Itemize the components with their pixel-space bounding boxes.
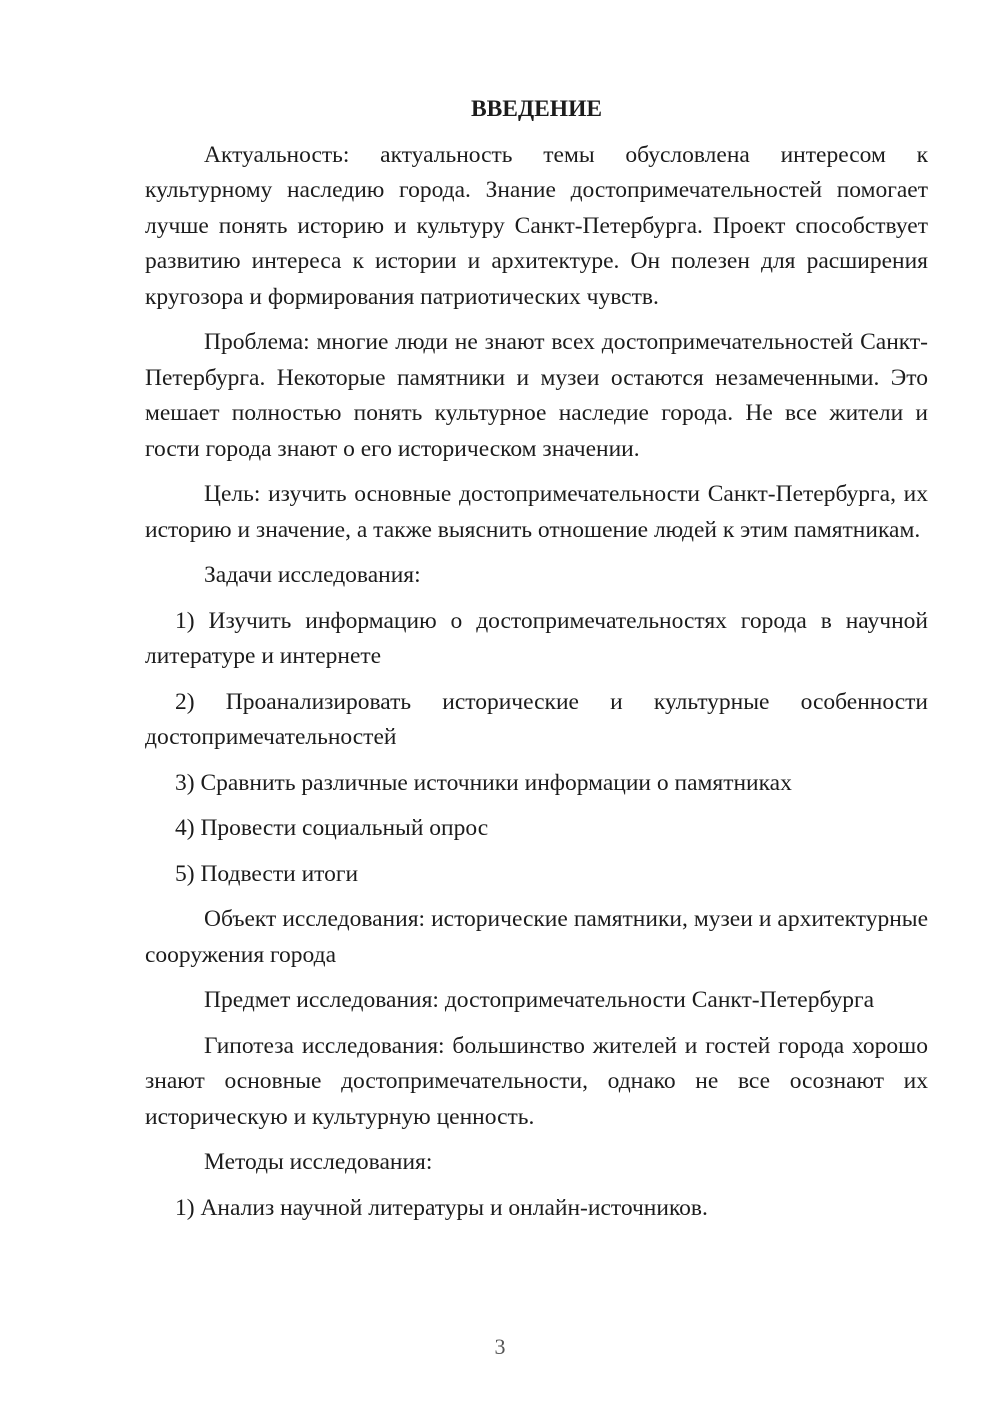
goal-paragraph: Цель: изучить основные достопримечательности Санкт-Петербурга, их историю и значение, а также выяснить отношение людей к этим памятникам. bbox=[145, 481, 928, 543]
tasks-heading: Задачи исследования: bbox=[204, 562, 421, 588]
document-page bbox=[145, 92, 928, 1236]
task-item: 5) Подвести итоги bbox=[175, 860, 359, 887]
page-number: 3 bbox=[494, 1334, 506, 1359]
method-item: 1) Анализ научной литературы и онлайн-источников. bbox=[175, 1194, 708, 1221]
methods-heading: Методы исследования: bbox=[204, 1149, 433, 1175]
hypothesis-paragraph: Гипотеза исследования: большинство жителей и гостей города хорошо знают основные достопримечательности, однако не все осознают их историческую и культурную ценность. bbox=[145, 1032, 928, 1130]
task-item: 4) Провести социальный опрос bbox=[175, 815, 489, 841]
page-title: ВВЕДЕНИЕ bbox=[470, 96, 603, 122]
problem-paragraph: Проблема: многие люди не знают всех достопримечательностей Санкт-Петербурга. Некоторые памятники и музеи остаются незамеченными. Это мешает полностью понять культурное наследие города. Не все жители и гости города знают о его историческом значении. bbox=[145, 329, 928, 462]
subject-paragraph: Предмет исследования: достопримечательности Санкт-Петербурга bbox=[204, 987, 875, 1013]
task-item: 2) Проанализировать исторические и культурные особенности достопримечательностей bbox=[145, 688, 928, 750]
task-item: 1) Изучить информацию о достопримечательностях города в научной литературе и интернете bbox=[145, 607, 928, 669]
task-item: 3) Сравнить различные источники информации о памятниках bbox=[175, 769, 792, 796]
relevance-paragraph: Актуальность: актуальность темы обусловлена интересом к культурному наследию города. Знание достопримечательностей помогает лучше понять историю и культуру Санкт-Петербурга. Проект способствует развитию интереса к истории и архитектуре. Он полезен для расширения кругозора и формирования патриотических чувств. bbox=[145, 141, 928, 310]
object-paragraph: Объект исследования: исторические памятники, музеи и архитектурные сооружения города bbox=[145, 906, 928, 968]
